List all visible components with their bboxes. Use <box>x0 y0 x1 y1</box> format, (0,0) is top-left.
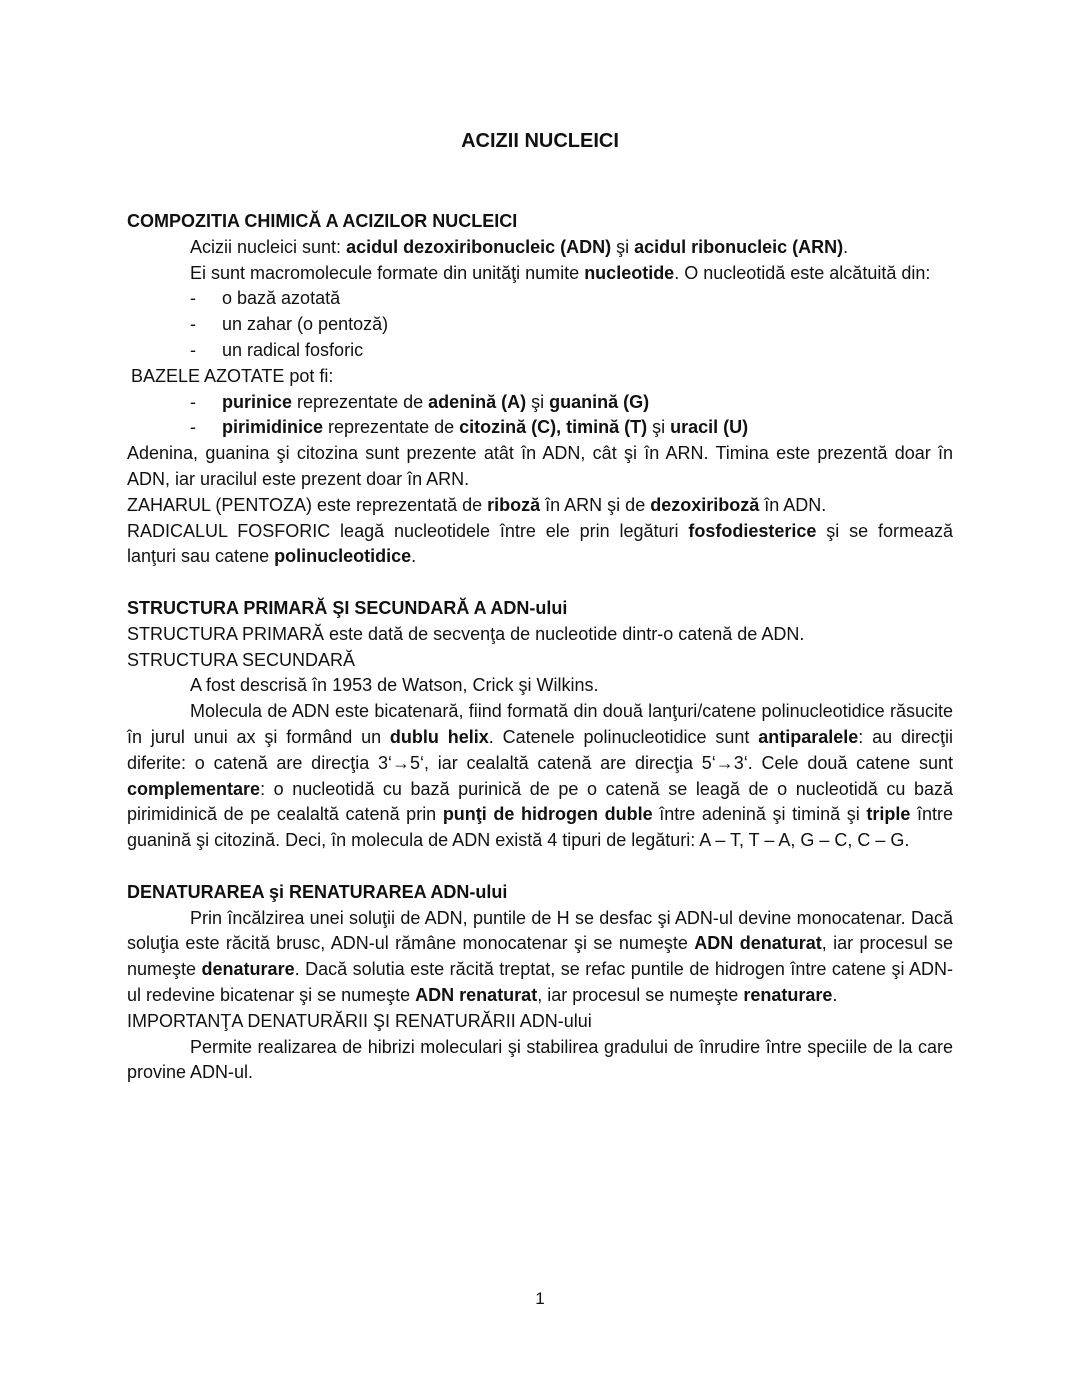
list-item: - pirimidinice reprezentate de citozină (C), timină (T) şi uracil (U) <box>190 415 953 441</box>
paragraph-importance: Permite realizarea de hibrizi moleculari şi stabilirea gradului de înrudire între speciile de la care provine ADN-ul. <box>127 1036 953 1083</box>
spacer <box>127 854 953 880</box>
paragraph-sugar: ZAHARUL (PENTOZA) este reprezentată de riboză în ARN şi de dezoxiriboză în ADN. <box>127 494 827 515</box>
document-title: ACIZII NUCLEICI <box>461 130 619 152</box>
paragraph-secondary-structure-label: STRUCTURA SECUNDARĂ <box>127 649 356 670</box>
nitrogen-bases-list <box>127 390 953 442</box>
paragraph-primary-structure: STRUCTURA PRIMARĂ este dată de secvenţa de nucleotide dintr-o catenă de ADN. <box>127 623 805 644</box>
list-item: - un zahar (o pentoză) <box>190 312 953 338</box>
paragraph-importance-label: IMPORTANŢA DENATURĂRII ŞI RENATURĂRII ADN-ului <box>127 1010 592 1031</box>
section-heading-composition: COMPOZITIA CHIMICĂ A ACIZILOR NUCLEICI <box>127 211 518 231</box>
paragraph-discovery: A fost descrisă în 1953 de Watson, Crick şi Wilkins. <box>190 675 599 696</box>
paragraph-nucleotides: Ei sunt macromolecule formate din unităţi numite nucleotide. O nucleotidă este alcătuită din: <box>190 262 931 283</box>
list-item: - purinice reprezentate de adenină (A) şi guanină (G) <box>190 390 953 416</box>
section-heading-denaturation: DENATURAREA şi RENATURAREA ADN-ului <box>127 881 508 902</box>
paragraph-bases-presence: Adenina, guanina şi citozina sunt prezente atât în ADN, cât şi în ARN. Timina este prezentă doar în ADN, iar uracilul este prezent doar în ARN. <box>127 443 953 489</box>
paragraph-double-helix: Molecula de ADN este bicatenară, fiind formată din două lanţuri/catene polinucleotidice răsucite în jurul unui ax şi formând un dublu helix. Catenele polinucleotidice sunt antiparalele: au direcţii diferite: o catenă are direcţia 3‘→5‘, iar cealaltă catenă are direcţia 5‘→3‘. Cele două catene sunt complementare: o nucleotidă cu bază purinică de pe o catenă se leagă de o nucleotidă cu bază pirimidinică de pe cealaltă catenă prin punţi de hidrogen duble între adenină şi timină şi triple între guanină şi citozină. Deci, în molecula de ADN există 4 tipuri de legături: A – T, T – A, G – C, C – G. <box>127 701 953 851</box>
paragraph-phosphate: RADICALUL FOSFORIC leagă nucleotidele între ele prin legături fosfodiesterice şi se formează lanţuri sau catene polinucleotidice. <box>127 520 953 567</box>
list-item: - o bază azotată <box>190 286 953 312</box>
spacer <box>127 570 953 596</box>
nucleotide-components-list <box>127 286 953 363</box>
paragraph-denaturation: Prin încălzirea unei soluţii de ADN, puntile de H se desfac şi ADN-ul devine monocatenar. Dacă soluţia este răcită brusc, ADN-ul rămâne monocatenar şi se numeşte ADN denaturat, iar procesul se numeşte denaturare. Dacă solutia este răcită treptat, se refac puntile de hidrogen între catene şi ADN-ul redevine bicatenar şi se numeşte ADN renaturat, iar procesul se numeşte renaturare. <box>127 907 953 1005</box>
paragraph-bases-intro: BAZELE AZOTATE pot fi: <box>131 365 334 386</box>
page-number: 1 <box>535 1289 545 1308</box>
page-content <box>127 127 953 1086</box>
list-item: - un radical fosforic <box>190 338 953 364</box>
section-heading-structure: STRUCTURA PRIMARĂ ŞI SECUNDARĂ A ADN-ului <box>127 597 568 618</box>
paragraph-nucleic-acids: Acizii nucleici sunt: acidul dezoxiribonucleic (ADN) şi acidul ribonucleic (ARN). <box>190 236 849 257</box>
